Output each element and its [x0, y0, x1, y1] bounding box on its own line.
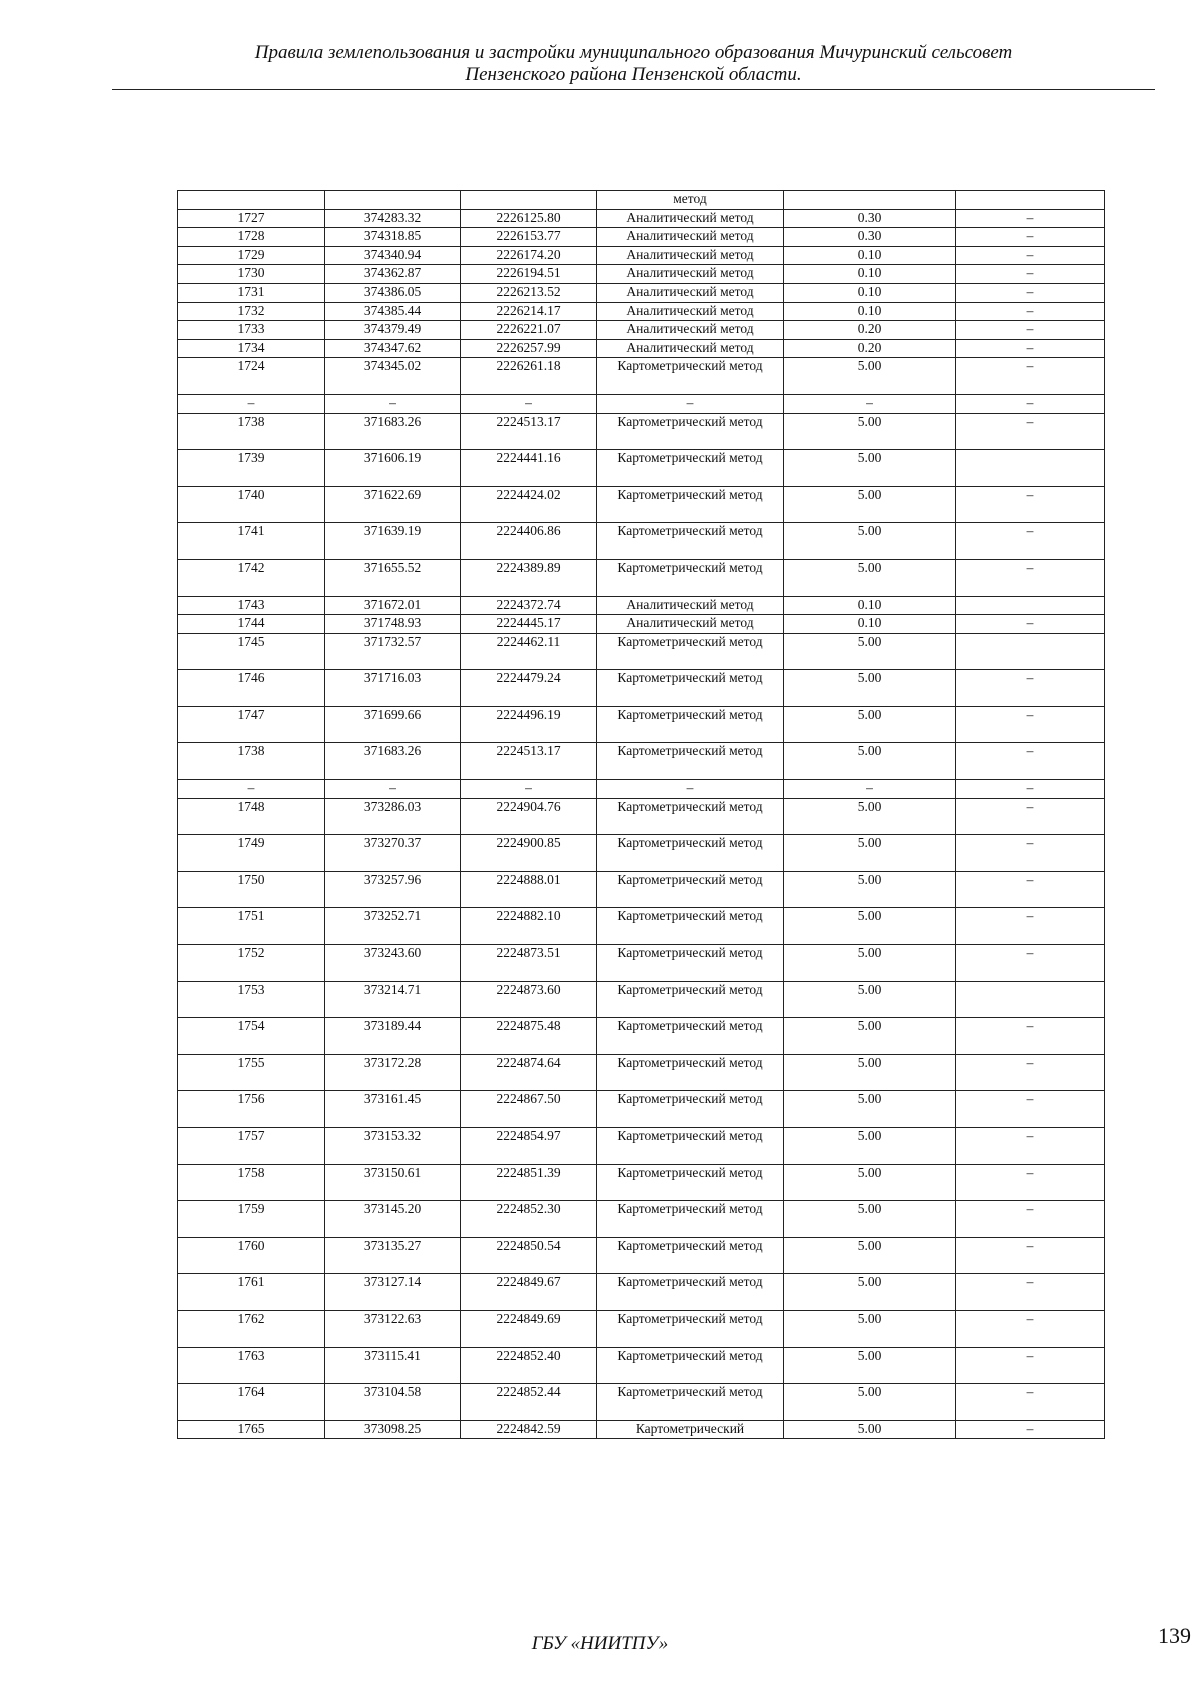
- coordinates-table-body: [178, 191, 1105, 1439]
- point-number-cell: 1756: [178, 1091, 325, 1128]
- method-cell: Картометрический метод: [597, 798, 784, 835]
- footer-organization: ГБУ «НИИТПУ»: [531, 1633, 669, 1654]
- note-cell: –: [956, 265, 1105, 284]
- point-number-cell: 1730: [178, 265, 325, 284]
- table-row: [178, 523, 1105, 560]
- y-coordinate-cell: 2224445.17: [461, 615, 597, 634]
- method-cell: Картометрический метод: [597, 450, 784, 487]
- method-cell: Картометрический метод: [597, 1054, 784, 1091]
- note-cell: –: [956, 486, 1105, 523]
- x-coordinate-cell: 373270.37: [325, 835, 461, 872]
- point-number-cell: 1765: [178, 1420, 325, 1439]
- y-coordinate-cell: 2224513.17: [461, 743, 597, 780]
- point-number-cell: 1759: [178, 1201, 325, 1238]
- method-cell: Картометрический метод: [597, 1237, 784, 1274]
- point-number-cell: 1755: [178, 1054, 325, 1091]
- point-number-cell: 1763: [178, 1347, 325, 1384]
- accuracy-cell: 0.10: [784, 246, 956, 265]
- method-cell: Картометрический метод: [597, 670, 784, 707]
- accuracy-cell: 5.00: [784, 450, 956, 487]
- y-coordinate-cell: 2224849.67: [461, 1274, 597, 1311]
- accuracy-cell: 5.00: [784, 743, 956, 780]
- note-cell: –: [956, 413, 1105, 450]
- point-number-cell: 1745: [178, 633, 325, 670]
- note-cell: –: [956, 1128, 1105, 1165]
- accuracy-cell: 5.00: [784, 1091, 956, 1128]
- y-coordinate-cell: 2224842.59: [461, 1420, 597, 1439]
- accuracy-cell: 5.00: [784, 358, 956, 395]
- accuracy-cell: 5.00: [784, 413, 956, 450]
- y-coordinate-cell: 2224875.48: [461, 1018, 597, 1055]
- table-row: [178, 945, 1105, 982]
- accuracy-cell: 5.00: [784, 1310, 956, 1347]
- y-coordinate-cell: 2224389.89: [461, 559, 597, 596]
- x-coordinate-cell: 374386.05: [325, 283, 461, 302]
- y-coordinate-cell: 2224888.01: [461, 871, 597, 908]
- y-coordinate-cell: 2224496.19: [461, 706, 597, 743]
- point-number-cell: 1729: [178, 246, 325, 265]
- x-coordinate-cell: 371622.69: [325, 486, 461, 523]
- point-number-cell: 1744: [178, 615, 325, 634]
- point-number-cell: 1739: [178, 450, 325, 487]
- accuracy-cell: 5.00: [784, 670, 956, 707]
- x-coordinate-cell: 373135.27: [325, 1237, 461, 1274]
- accuracy-cell: [784, 191, 956, 210]
- table-row: [178, 871, 1105, 908]
- accuracy-cell: 5.00: [784, 835, 956, 872]
- page-number: 139: [1158, 1623, 1191, 1648]
- method-cell: Картометрический метод: [597, 559, 784, 596]
- y-coordinate-cell: 2226257.99: [461, 339, 597, 358]
- note-cell: –: [956, 1018, 1105, 1055]
- table-row: [178, 780, 1105, 799]
- table-row: [178, 835, 1105, 872]
- y-coordinate-cell: 2224406.86: [461, 523, 597, 560]
- point-number-cell: 1727: [178, 209, 325, 228]
- table-row: [178, 798, 1105, 835]
- y-coordinate-cell: 2226174.20: [461, 246, 597, 265]
- accuracy-cell: 5.00: [784, 908, 956, 945]
- y-coordinate-cell: 2224479.24: [461, 670, 597, 707]
- method-cell: Аналитический метод: [597, 339, 784, 358]
- method-cell: Аналитический метод: [597, 615, 784, 634]
- x-coordinate-cell: 374347.62: [325, 339, 461, 358]
- note-cell: –: [956, 1201, 1105, 1238]
- method-cell: Картометрический метод: [597, 743, 784, 780]
- accuracy-cell: 5.00: [784, 1164, 956, 1201]
- y-coordinate-cell: 2224850.54: [461, 1237, 597, 1274]
- point-number-cell: 1749: [178, 835, 325, 872]
- accuracy-cell: 5.00: [784, 1018, 956, 1055]
- method-cell: Картометрический метод: [597, 633, 784, 670]
- accuracy-cell: 5.00: [784, 1384, 956, 1421]
- table-row: [178, 981, 1105, 1018]
- y-coordinate-cell: 2224852.40: [461, 1347, 597, 1384]
- note-cell: –: [956, 1237, 1105, 1274]
- note-cell: –: [956, 670, 1105, 707]
- method-cell: Аналитический метод: [597, 209, 784, 228]
- y-coordinate-cell: 2224372.74: [461, 596, 597, 615]
- accuracy-cell: 5.00: [784, 871, 956, 908]
- method-cell: Картометрический метод: [597, 413, 784, 450]
- table-row: [178, 1237, 1105, 1274]
- y-coordinate-cell: 2224462.11: [461, 633, 597, 670]
- accuracy-cell: 5.00: [784, 1128, 956, 1165]
- note-cell: –: [956, 615, 1105, 634]
- x-coordinate-cell: 373189.44: [325, 1018, 461, 1055]
- note-cell: [956, 981, 1105, 1018]
- accuracy-cell: 0.10: [784, 265, 956, 284]
- note-cell: –: [956, 523, 1105, 560]
- x-coordinate-cell: 371748.93: [325, 615, 461, 634]
- x-coordinate-cell: 373257.96: [325, 871, 461, 908]
- note-cell: –: [956, 1420, 1105, 1439]
- accuracy-cell: –: [784, 394, 956, 413]
- x-coordinate-cell: 374283.32: [325, 209, 461, 228]
- note-cell: –: [956, 1274, 1105, 1311]
- method-cell: Картометрический метод: [597, 523, 784, 560]
- table-row: [178, 321, 1105, 340]
- x-coordinate-cell: 371639.19: [325, 523, 461, 560]
- table-row: [178, 339, 1105, 358]
- table-row: [178, 1274, 1105, 1311]
- table-row: [178, 246, 1105, 265]
- method-cell: Аналитический метод: [597, 283, 784, 302]
- note-cell: –: [956, 706, 1105, 743]
- table-row: [178, 283, 1105, 302]
- method-cell: Картометрический метод: [597, 1128, 784, 1165]
- note-cell: –: [956, 559, 1105, 596]
- table-row: [178, 1420, 1105, 1439]
- table-row: [178, 358, 1105, 395]
- accuracy-cell: 5.00: [784, 1054, 956, 1091]
- accuracy-cell: 5.00: [784, 981, 956, 1018]
- note-cell: –: [956, 743, 1105, 780]
- accuracy-cell: 5.00: [784, 523, 956, 560]
- accuracy-cell: –: [784, 780, 956, 799]
- y-coordinate-cell: 2226125.80: [461, 209, 597, 228]
- method-cell: Картометрический метод: [597, 358, 784, 395]
- note-cell: –: [956, 1054, 1105, 1091]
- point-number-cell: –: [178, 780, 325, 799]
- point-number-cell: 1764: [178, 1384, 325, 1421]
- accuracy-cell: 5.00: [784, 1420, 956, 1439]
- table-row: [178, 596, 1105, 615]
- y-coordinate-cell: 2224513.17: [461, 413, 597, 450]
- method-cell: –: [597, 780, 784, 799]
- y-coordinate-cell: 2224904.76: [461, 798, 597, 835]
- method-cell: Картометрический метод: [597, 871, 784, 908]
- table-row: [178, 394, 1105, 413]
- point-number-cell: 1731: [178, 283, 325, 302]
- point-number-cell: 1746: [178, 670, 325, 707]
- header-divider: [112, 89, 1155, 90]
- x-coordinate-cell: 373172.28: [325, 1054, 461, 1091]
- x-coordinate-cell: 373150.61: [325, 1164, 461, 1201]
- y-coordinate-cell: 2226221.07: [461, 321, 597, 340]
- accuracy-cell: 5.00: [784, 1274, 956, 1311]
- method-cell: Картометрический метод: [597, 1091, 784, 1128]
- y-coordinate-cell: 2224874.64: [461, 1054, 597, 1091]
- x-coordinate-cell: 373286.03: [325, 798, 461, 835]
- point-number-cell: 1761: [178, 1274, 325, 1311]
- y-coordinate-cell: [461, 191, 597, 210]
- x-coordinate-cell: –: [325, 394, 461, 413]
- x-coordinate-cell: –: [325, 780, 461, 799]
- x-coordinate-cell: 371699.66: [325, 706, 461, 743]
- y-coordinate-cell: 2226153.77: [461, 228, 597, 247]
- table-row: [178, 302, 1105, 321]
- table-row: [178, 1091, 1105, 1128]
- x-coordinate-cell: 373243.60: [325, 945, 461, 982]
- point-number-cell: 1732: [178, 302, 325, 321]
- accuracy-cell: 5.00: [784, 706, 956, 743]
- accuracy-cell: 0.10: [784, 283, 956, 302]
- x-coordinate-cell: 371655.52: [325, 559, 461, 596]
- note-cell: –: [956, 339, 1105, 358]
- x-coordinate-cell: 373098.25: [325, 1420, 461, 1439]
- y-coordinate-cell: 2226214.17: [461, 302, 597, 321]
- y-coordinate-cell: –: [461, 780, 597, 799]
- table-row: [178, 1128, 1105, 1165]
- table-row: [178, 743, 1105, 780]
- method-cell: Аналитический метод: [597, 228, 784, 247]
- point-number-cell: 1753: [178, 981, 325, 1018]
- x-coordinate-cell: 373161.45: [325, 1091, 461, 1128]
- accuracy-cell: 5.00: [784, 798, 956, 835]
- accuracy-cell: 5.00: [784, 1201, 956, 1238]
- table-row: [178, 486, 1105, 523]
- y-coordinate-cell: 2226261.18: [461, 358, 597, 395]
- method-cell: Картометрический метод: [597, 1384, 784, 1421]
- method-cell: Картометрический метод: [597, 1347, 784, 1384]
- note-cell: –: [956, 871, 1105, 908]
- point-number-cell: 1757: [178, 1128, 325, 1165]
- method-cell: Аналитический метод: [597, 265, 784, 284]
- y-coordinate-cell: 2224873.51: [461, 945, 597, 982]
- method-cell: Картометрический метод: [597, 1018, 784, 1055]
- note-cell: –: [956, 394, 1105, 413]
- note-cell: [956, 450, 1105, 487]
- point-number-cell: [178, 191, 325, 210]
- method-cell: Картометрический метод: [597, 945, 784, 982]
- table-row: [178, 1347, 1105, 1384]
- point-number-cell: 1742: [178, 559, 325, 596]
- coordinates-table: [177, 190, 1105, 1439]
- x-coordinate-cell: 374345.02: [325, 358, 461, 395]
- point-number-cell: 1760: [178, 1237, 325, 1274]
- point-number-cell: 1741: [178, 523, 325, 560]
- table-row: [178, 559, 1105, 596]
- note-cell: –: [956, 908, 1105, 945]
- point-number-cell: 1734: [178, 339, 325, 358]
- table-row: [178, 265, 1105, 284]
- method-cell: Картометрический метод: [597, 835, 784, 872]
- point-number-cell: 1738: [178, 743, 325, 780]
- method-cell: метод: [597, 191, 784, 210]
- y-coordinate-cell: 2224852.30: [461, 1201, 597, 1238]
- table-row: [178, 450, 1105, 487]
- note-cell: –: [956, 283, 1105, 302]
- y-coordinate-cell: 2224873.60: [461, 981, 597, 1018]
- y-coordinate-cell: 2224441.16: [461, 450, 597, 487]
- table-row: [178, 1054, 1105, 1091]
- method-cell: Аналитический метод: [597, 302, 784, 321]
- method-cell: Картометрический: [597, 1420, 784, 1439]
- accuracy-cell: 5.00: [784, 1237, 956, 1274]
- note-cell: –: [956, 228, 1105, 247]
- point-number-cell: 1751: [178, 908, 325, 945]
- note-cell: –: [956, 321, 1105, 340]
- note-cell: [956, 191, 1105, 210]
- method-cell: Картометрический метод: [597, 1201, 784, 1238]
- table-row: [178, 1384, 1105, 1421]
- point-number-cell: 1750: [178, 871, 325, 908]
- x-coordinate-cell: 371683.26: [325, 413, 461, 450]
- table-row: [178, 633, 1105, 670]
- x-coordinate-cell: 371672.01: [325, 596, 461, 615]
- table-row: [178, 209, 1105, 228]
- accuracy-cell: 0.10: [784, 615, 956, 634]
- note-cell: –: [956, 1384, 1105, 1421]
- note-cell: –: [956, 945, 1105, 982]
- point-number-cell: 1747: [178, 706, 325, 743]
- note-cell: [956, 596, 1105, 615]
- table-row: [178, 1201, 1105, 1238]
- x-coordinate-cell: 373122.63: [325, 1310, 461, 1347]
- point-number-cell: 1728: [178, 228, 325, 247]
- method-cell: Картометрический метод: [597, 1310, 784, 1347]
- table-row: [178, 908, 1105, 945]
- y-coordinate-cell: 2224900.85: [461, 835, 597, 872]
- note-cell: –: [956, 1164, 1105, 1201]
- point-number-cell: 1743: [178, 596, 325, 615]
- y-coordinate-cell: 2224849.69: [461, 1310, 597, 1347]
- method-cell: Картометрический метод: [597, 1164, 784, 1201]
- accuracy-cell: 0.10: [784, 596, 956, 615]
- table-row: [178, 413, 1105, 450]
- point-number-cell: 1762: [178, 1310, 325, 1347]
- table-row: [178, 1310, 1105, 1347]
- x-coordinate-cell: 373214.71: [325, 981, 461, 1018]
- x-coordinate-cell: 374379.49: [325, 321, 461, 340]
- method-cell: Картометрический метод: [597, 981, 784, 1018]
- table-row: [178, 615, 1105, 634]
- x-coordinate-cell: [325, 191, 461, 210]
- table-row: [178, 228, 1105, 247]
- method-cell: Картометрический метод: [597, 908, 784, 945]
- note-cell: –: [956, 246, 1105, 265]
- method-cell: Аналитический метод: [597, 596, 784, 615]
- note-cell: –: [956, 209, 1105, 228]
- accuracy-cell: 0.30: [784, 228, 956, 247]
- method-cell: Картометрический метод: [597, 1274, 784, 1311]
- accuracy-cell: 5.00: [784, 486, 956, 523]
- note-cell: –: [956, 302, 1105, 321]
- y-coordinate-cell: 2224867.50: [461, 1091, 597, 1128]
- note-cell: [956, 633, 1105, 670]
- method-cell: Картометрический метод: [597, 706, 784, 743]
- point-number-cell: –: [178, 394, 325, 413]
- x-coordinate-cell: 373127.14: [325, 1274, 461, 1311]
- point-number-cell: 1724: [178, 358, 325, 395]
- point-number-cell: 1733: [178, 321, 325, 340]
- table-row: [178, 1018, 1105, 1055]
- accuracy-cell: 5.00: [784, 633, 956, 670]
- point-number-cell: 1748: [178, 798, 325, 835]
- x-coordinate-cell: 373145.20: [325, 1201, 461, 1238]
- y-coordinate-cell: 2224852.44: [461, 1384, 597, 1421]
- accuracy-cell: 0.20: [784, 339, 956, 358]
- x-coordinate-cell: 373252.71: [325, 908, 461, 945]
- x-coordinate-cell: 374385.44: [325, 302, 461, 321]
- method-cell: Аналитический метод: [597, 321, 784, 340]
- accuracy-cell: 0.30: [784, 209, 956, 228]
- table-row: [178, 670, 1105, 707]
- y-coordinate-cell: 2226194.51: [461, 265, 597, 284]
- accuracy-cell: 5.00: [784, 1347, 956, 1384]
- y-coordinate-cell: –: [461, 394, 597, 413]
- note-cell: –: [956, 1091, 1105, 1128]
- point-number-cell: 1738: [178, 413, 325, 450]
- table-row: [178, 706, 1105, 743]
- accuracy-cell: 5.00: [784, 559, 956, 596]
- x-coordinate-cell: 371716.03: [325, 670, 461, 707]
- note-cell: –: [956, 1310, 1105, 1347]
- accuracy-cell: 0.10: [784, 302, 956, 321]
- y-coordinate-cell: 2224424.02: [461, 486, 597, 523]
- note-cell: –: [956, 1347, 1105, 1384]
- x-coordinate-cell: 373104.58: [325, 1384, 461, 1421]
- y-coordinate-cell: 2224851.39: [461, 1164, 597, 1201]
- method-cell: Картометрический метод: [597, 486, 784, 523]
- accuracy-cell: 0.20: [784, 321, 956, 340]
- y-coordinate-cell: 2224882.10: [461, 908, 597, 945]
- header-line-1: Правила землепользования и застройки муниципального образования Мичуринский сельсовет: [254, 42, 1013, 63]
- note-cell: –: [956, 780, 1105, 799]
- point-number-cell: 1740: [178, 486, 325, 523]
- x-coordinate-cell: 371606.19: [325, 450, 461, 487]
- point-number-cell: 1752: [178, 945, 325, 982]
- x-coordinate-cell: 374340.94: [325, 246, 461, 265]
- x-coordinate-cell: 371683.26: [325, 743, 461, 780]
- x-coordinate-cell: 371732.57: [325, 633, 461, 670]
- method-cell: –: [597, 394, 784, 413]
- note-cell: –: [956, 358, 1105, 395]
- x-coordinate-cell: 374318.85: [325, 228, 461, 247]
- x-coordinate-cell: 374362.87: [325, 265, 461, 284]
- x-coordinate-cell: 373153.32: [325, 1128, 461, 1165]
- table-row: [178, 191, 1105, 210]
- header-line-2: Пензенского района Пензенской области.: [465, 64, 802, 85]
- point-number-cell: 1758: [178, 1164, 325, 1201]
- note-cell: –: [956, 798, 1105, 835]
- method-cell: Аналитический метод: [597, 246, 784, 265]
- table-row: [178, 1164, 1105, 1201]
- note-cell: –: [956, 835, 1105, 872]
- x-coordinate-cell: 373115.41: [325, 1347, 461, 1384]
- point-number-cell: 1754: [178, 1018, 325, 1055]
- page-header: [112, 42, 1155, 86]
- y-coordinate-cell: 2226213.52: [461, 283, 597, 302]
- accuracy-cell: 5.00: [784, 945, 956, 982]
- y-coordinate-cell: 2224854.97: [461, 1128, 597, 1165]
